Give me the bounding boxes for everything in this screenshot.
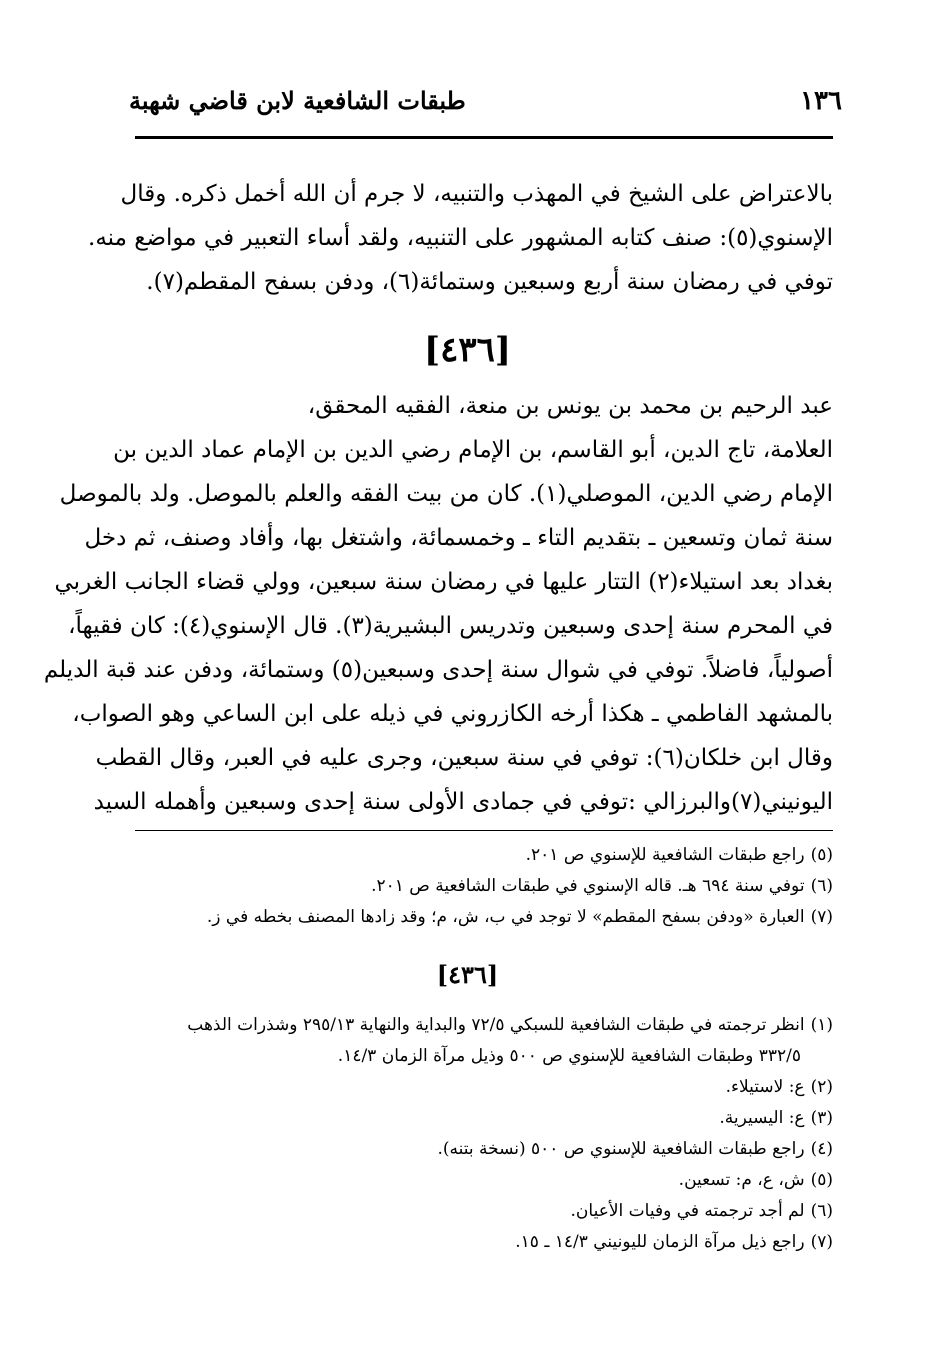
text-line: وقال ابن خلكان(٦): توفي في سنة سبعين، وجرى عليه في العبر، وقال القطب xyxy=(95,745,833,771)
text-line: بالمشهد الفاطمي ـ هكذا أرخه الكازروني في ذيله على ابن الساعي وهو الصواب، xyxy=(72,701,833,727)
footnote-text: ٣٣٢/٥ وطبقات الشافعية للإسنوي ص ٥٠٠ وذيل مرآة الزمان ١٤/٣. xyxy=(337,1046,801,1066)
footnote xyxy=(135,1134,833,1165)
footnote-text: راجع ذيل مرآة الزمان لليونيني ١٤/٣ ـ ١٥. xyxy=(515,1232,805,1252)
text-line: توفي في رمضان سنة أربع وسبعين وستمائة(٦)، ودفن بسفح المقطم(٧). xyxy=(146,269,833,295)
footnote-text: توفي سنة ٦٩٤ هـ. قاله الإسنوي في طبقات الشافعية ص ٢٠١. xyxy=(371,876,805,896)
header-rule xyxy=(135,136,833,139)
text-line: في المحرم سنة إحدى وسبعين وتدريس البشيرية(٣). قال الإسنوي(٤): كان فقيهاً، xyxy=(68,613,833,639)
footnote xyxy=(135,1041,833,1072)
text-line: سنة ثمان وتسعين ـ بتقديم التاء ـ وخمسمائة، واشتغل بها، وأفاد وصنف، ثم دخل xyxy=(84,525,833,551)
footnote-text: ع: اليسيرية. xyxy=(719,1108,805,1128)
footnote-text: راجع طبقات الشافعية للإسنوي ص ٢٠١. xyxy=(525,845,805,865)
footnote xyxy=(135,871,833,902)
footnote xyxy=(135,1072,833,1103)
running-title: طبقات الشافعية لابن قاضي شهبة xyxy=(129,86,466,115)
text-line: أصولياً، فاضلاً. توفي في شوال سنة إحدى وسبعين(٥) وستمائة، ودفن عند قبة الديلم xyxy=(43,657,833,683)
footnote xyxy=(135,1196,833,1227)
text-line: بغداد بعد استيلاء(٢) التتار عليها في رمضان سنة سبعين، وولي قضاء الجانب الغربي xyxy=(54,569,833,595)
entry-number-heading: [٤٣٦] xyxy=(424,330,511,370)
footnote xyxy=(135,840,833,871)
footnote xyxy=(135,902,833,933)
page-number: ١٣٦ xyxy=(800,86,842,116)
footnote-number: (٣) xyxy=(810,1108,833,1128)
footnote-text: راجع طبقات الشافعية للإسنوي ص ٥٠٠ (نسخة بتنه). xyxy=(437,1139,805,1159)
footnote-number: (٥) xyxy=(810,1170,833,1190)
footnote xyxy=(135,1227,833,1258)
footnote-number: (٢) xyxy=(810,1077,833,1097)
footnote-number: (٦) xyxy=(810,1201,833,1221)
footnote xyxy=(135,1010,833,1041)
footnote xyxy=(135,1165,833,1196)
footnote-number: (١) xyxy=(810,1015,833,1035)
text-line: الإسنوي(٥): صنف كتابه المشهور على التنبيه، ولقد أساء التعبير في مواضع منه. xyxy=(88,225,833,251)
footnote-text: ش، ع، م: تسعين. xyxy=(678,1170,805,1190)
footnote-separator xyxy=(135,830,833,831)
footnote xyxy=(135,1103,833,1134)
text-line: اليونيني(٧)والبرزالي :توفي في جمادى الأولى سنة إحدى وسبعين وأهمله السيد xyxy=(93,789,833,815)
text-line: العلامة، تاج الدين، أبو القاسم، بن الإمام رضي الدين بن الإمام عماد الدين بن xyxy=(113,437,833,463)
footnote-number: (٤) xyxy=(810,1139,833,1159)
text-line: الإمام رضي الدين، الموصلي(١). كان من بيت الفقه والعلم بالموصل. ولد بالموصل xyxy=(59,481,833,507)
footnote-text: العبارة «ودفن بسفح المقطم» لا توجد في ب، ش، م؛ وقد زادها المصنف بخطه في ز. xyxy=(206,907,805,927)
footnotes-current-entry xyxy=(135,1010,833,1258)
text-line: عبد الرحيم بن محمد بن يونس بن منعة، الفقيه المحقق، xyxy=(307,393,833,419)
footnote-number: (٦) xyxy=(810,876,833,896)
top-paragraph xyxy=(88,172,833,304)
footnote-text: لم أجد ترجمته في وفيات الأعيان. xyxy=(570,1201,805,1221)
footnotes-previous-entry xyxy=(135,840,833,933)
footnote-number: (٧) xyxy=(810,907,833,927)
footnote-text: انظر ترجمته في طبقات الشافعية للسبكي ٧٢/٥ والبداية والنهاية ٢٩٥/١٣ وشذرات الذهب xyxy=(187,1015,805,1035)
footnote-number: (٧) xyxy=(810,1232,833,1252)
footnote-number: (٥) xyxy=(810,845,833,865)
entry-paragraph xyxy=(43,384,833,824)
text-line: بالاعتراض على الشيخ في المهذب والتنبيه، لا جرم أن الله أخمل ذكره. وقال xyxy=(120,181,833,207)
notes-entry-heading: [٤٣٦] xyxy=(436,960,499,989)
footnote-text: ع: لاستيلاء. xyxy=(725,1077,805,1097)
